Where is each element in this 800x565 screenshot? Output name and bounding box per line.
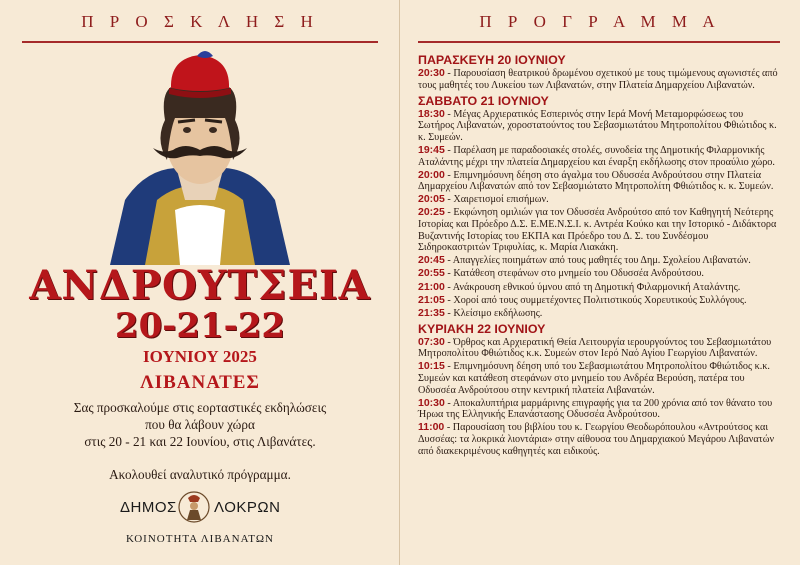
event-text: - Χοροί από τους συμμετέχοντες Πολιτιστικούς Χορευτικούς Συλλόγους.: [447, 294, 747, 306]
invitation-heading: Π Ρ Ο Σ Κ Λ Η Σ Η: [81, 12, 319, 31]
event-time: 11:00: [418, 421, 445, 434]
municipality-word: ΔΗΜΟΣ: [120, 499, 177, 516]
schedule-item: [418, 109, 782, 144]
schedule-item: [418, 170, 782, 193]
event-text: - Ανάκρουση εθνικού ύμνου από τη Δημοτική Φιλαρμονική Αταλάντης.: [447, 281, 741, 293]
event-time: 20:55: [418, 267, 445, 280]
event-time: 21:35: [418, 306, 445, 319]
schedule-item: [418, 422, 782, 457]
program-heading: Π Ρ Ο Γ Ρ Α Μ Μ Α: [479, 12, 721, 31]
invite-line: στις 20 - 21 και 22 Ιουνίου, στις Λιβανάτες.: [84, 434, 316, 449]
event-text: - Μέγας Αρχιερατικός Εσπερινός στην Ιερά Μονή Μεταμορφώσεως του Σωτήρος Λιβανατών, χοροστατούντος του Σεβασμιωτάτου Μητροπολίτου Φθιώτιδος κ. κ. Συμεών.: [418, 108, 777, 143]
day-heading: ΠΑΡΑΣΚΕΥΗ 20 ΙΟΥΝΙΟΥ: [418, 53, 566, 67]
schedule-item: [418, 282, 782, 294]
schedule-item: [418, 207, 782, 253]
event-text: - Χαιρετισμοί επισήμων.: [447, 194, 549, 206]
event-text: - Εκφώνηση ομιλιών για τον Οδυσσέα Ανδρούτσο από τον Καθηγητή Νεότερης Ιστορίας και Πρόεδρο Δ.Σ. Ε.ΜΕ.Ν.Σ.Ι. κ. Αντρέα Κούκο και την Ιστορικό - Διδάκτορα Βυζαντινής Ιστορίας του ΕΚΠΑ και Πρόεδρο του Δ. Σ. του Συνδέσμου Σιδηροκαστριτών Τριφυλίας, κ. Μαρία Λιακάκη.: [418, 207, 777, 254]
event-dates: 20-21-22: [114, 306, 286, 346]
event-time: 18:30: [418, 107, 445, 120]
event-time: 19:45: [418, 143, 445, 156]
event-text: - Κλείσιμο εκδήλωσης.: [447, 307, 543, 319]
event-time: 20:25: [418, 206, 445, 219]
schedule-item: [418, 361, 782, 396]
event-time: 20:30: [418, 67, 445, 79]
schedule-item: [418, 68, 782, 91]
program-schedule: [418, 51, 782, 459]
day-heading: ΣΑΒΒΑΤΟ 21 ΙΟΥΝΙΟΥ: [418, 93, 549, 108]
event-text: - Όρθρος και Αρχιερατική Θεία Λειτουργία ιερουργούντος του Σεβασμιωτάτου Μητροπολίτου Φθιώτιδος κ.κ. Συμεών στον Ιερό Ναό Αγίου Γεωργίου Λιβανατών.: [418, 336, 772, 360]
heading-underline: [22, 41, 378, 43]
event-place: ΛΙΒΑΝΑΤΕΣ: [140, 372, 260, 393]
municipality-logo-icon: [178, 490, 210, 524]
event-text: - Κατάθεση στεφάνων στο μνημείο του Οδυσσέα Ανδρούτσου.: [447, 268, 704, 280]
event-time: 10:30: [418, 396, 445, 409]
schedule-item: [418, 337, 782, 360]
event-time: 21:05: [418, 293, 445, 306]
schedule-item: [418, 268, 782, 280]
schedule-item: [418, 145, 782, 168]
heading-underline: [418, 41, 780, 43]
event-title: ΑΝΔΡΟΥΤΣΕΙΑ: [29, 262, 371, 309]
schedule-item: [418, 295, 782, 307]
event-text: - Επιμνημόσυνη δέηση στο άγαλμα του Οδυσσέα Ανδρούτσου στην Πλατεία Δημαρχείου Λιβανατών από τον Σεβασμιώτατο Μητροπολίτη Φθιώτιδος κ. κ. Συμεών.: [418, 169, 774, 193]
event-text: - Παρουσίαση του βιβλίου του κ. Γεωργίου Θεοδωρόπουλου «Αντρούτσος και Δυσσέας: τα λοκρικά λιοντάρια» στην αίθουσα του Δημαρχιακού Μεγάρου Λιβανατών από διακεκριμένους καθηγητές και ειδικούς.: [418, 422, 775, 457]
event-time: 21:00: [418, 280, 445, 293]
event-time: 20:00: [418, 168, 445, 181]
event-text: - Επιμνημόσυνη δέηση υπό του Σεβασμιωτάτου Μητροπολίτου Φθιώτιδος κ.κ. Συμεών και κατάθεση στεφάνων στο μνημείο του Ανδρέα Βερούση, πατέρα του Οδυσσέα Ανδρούτσου στην κεντρική πλατεία Λιβανατών.: [418, 361, 770, 396]
schedule-item: [418, 308, 782, 320]
day-heading: ΚΥΡΙΑΚΗ 22 ΙΟΥΝΙΟΥ: [418, 321, 546, 336]
municipality-name: ΛΟΚΡΩΝ: [214, 499, 281, 516]
event-text: - Απαγγελίες ποιημάτων από τους μαθητές του Δημ. Σχολείου Λιβανατών.: [447, 255, 751, 267]
community-name: ΚΟΙΝΟΤΗΤΑ ΛΙΒΑΝΑΤΩΝ: [126, 533, 274, 545]
schedule-item: [418, 255, 782, 267]
event-text: - Παρουσίαση θεατρικού δρωμένου σχετικού με τους τιμώμενους αγωνιστές από τους μαθητές του Λυκείου των Λιβανατών, στην Πλατεία Δημαρχείου Λιβανατών.: [418, 68, 778, 91]
program-panel: [400, 0, 800, 565]
hero-portrait: [105, 50, 295, 265]
event-text: - Αποκαλυπτήρια μαρμάρινης επιγραφής για τα 200 χρόνια από τον θάνατο του Ήρωα της Ελληνικής Επανάστασης Οδυσσέα Ανδρούτσου.: [418, 397, 773, 421]
follow-note: Ακολουθεί αναλυτικό πρόγραμμα.: [109, 467, 291, 482]
event-time: 07:30: [418, 335, 445, 348]
event-time: 20:45: [418, 254, 445, 267]
schedule-item: [418, 194, 782, 206]
invitation-text: [30, 399, 370, 450]
invite-line: Σας προσκαλούμε στις εορταστικές εκδηλώσεις: [73, 400, 327, 415]
event-time: 20:05: [418, 193, 445, 206]
event-text: - Παρέλαση με παραδοσιακές στολές, συνοδεία της Δημοτικής Φιλαρμονικής Αταλάντης μέχρι την πλατεία Δημαρχείου και έναρξη εκδήλωσης στον προαύλιο χώρο.: [418, 144, 775, 168]
schedule-item: [418, 398, 782, 421]
event-time: 10:15: [418, 360, 445, 373]
invite-line: που θα λάβουν χώρα: [145, 417, 255, 432]
event-month: ΙΟΥΝΙΟΥ 2025: [143, 347, 257, 366]
